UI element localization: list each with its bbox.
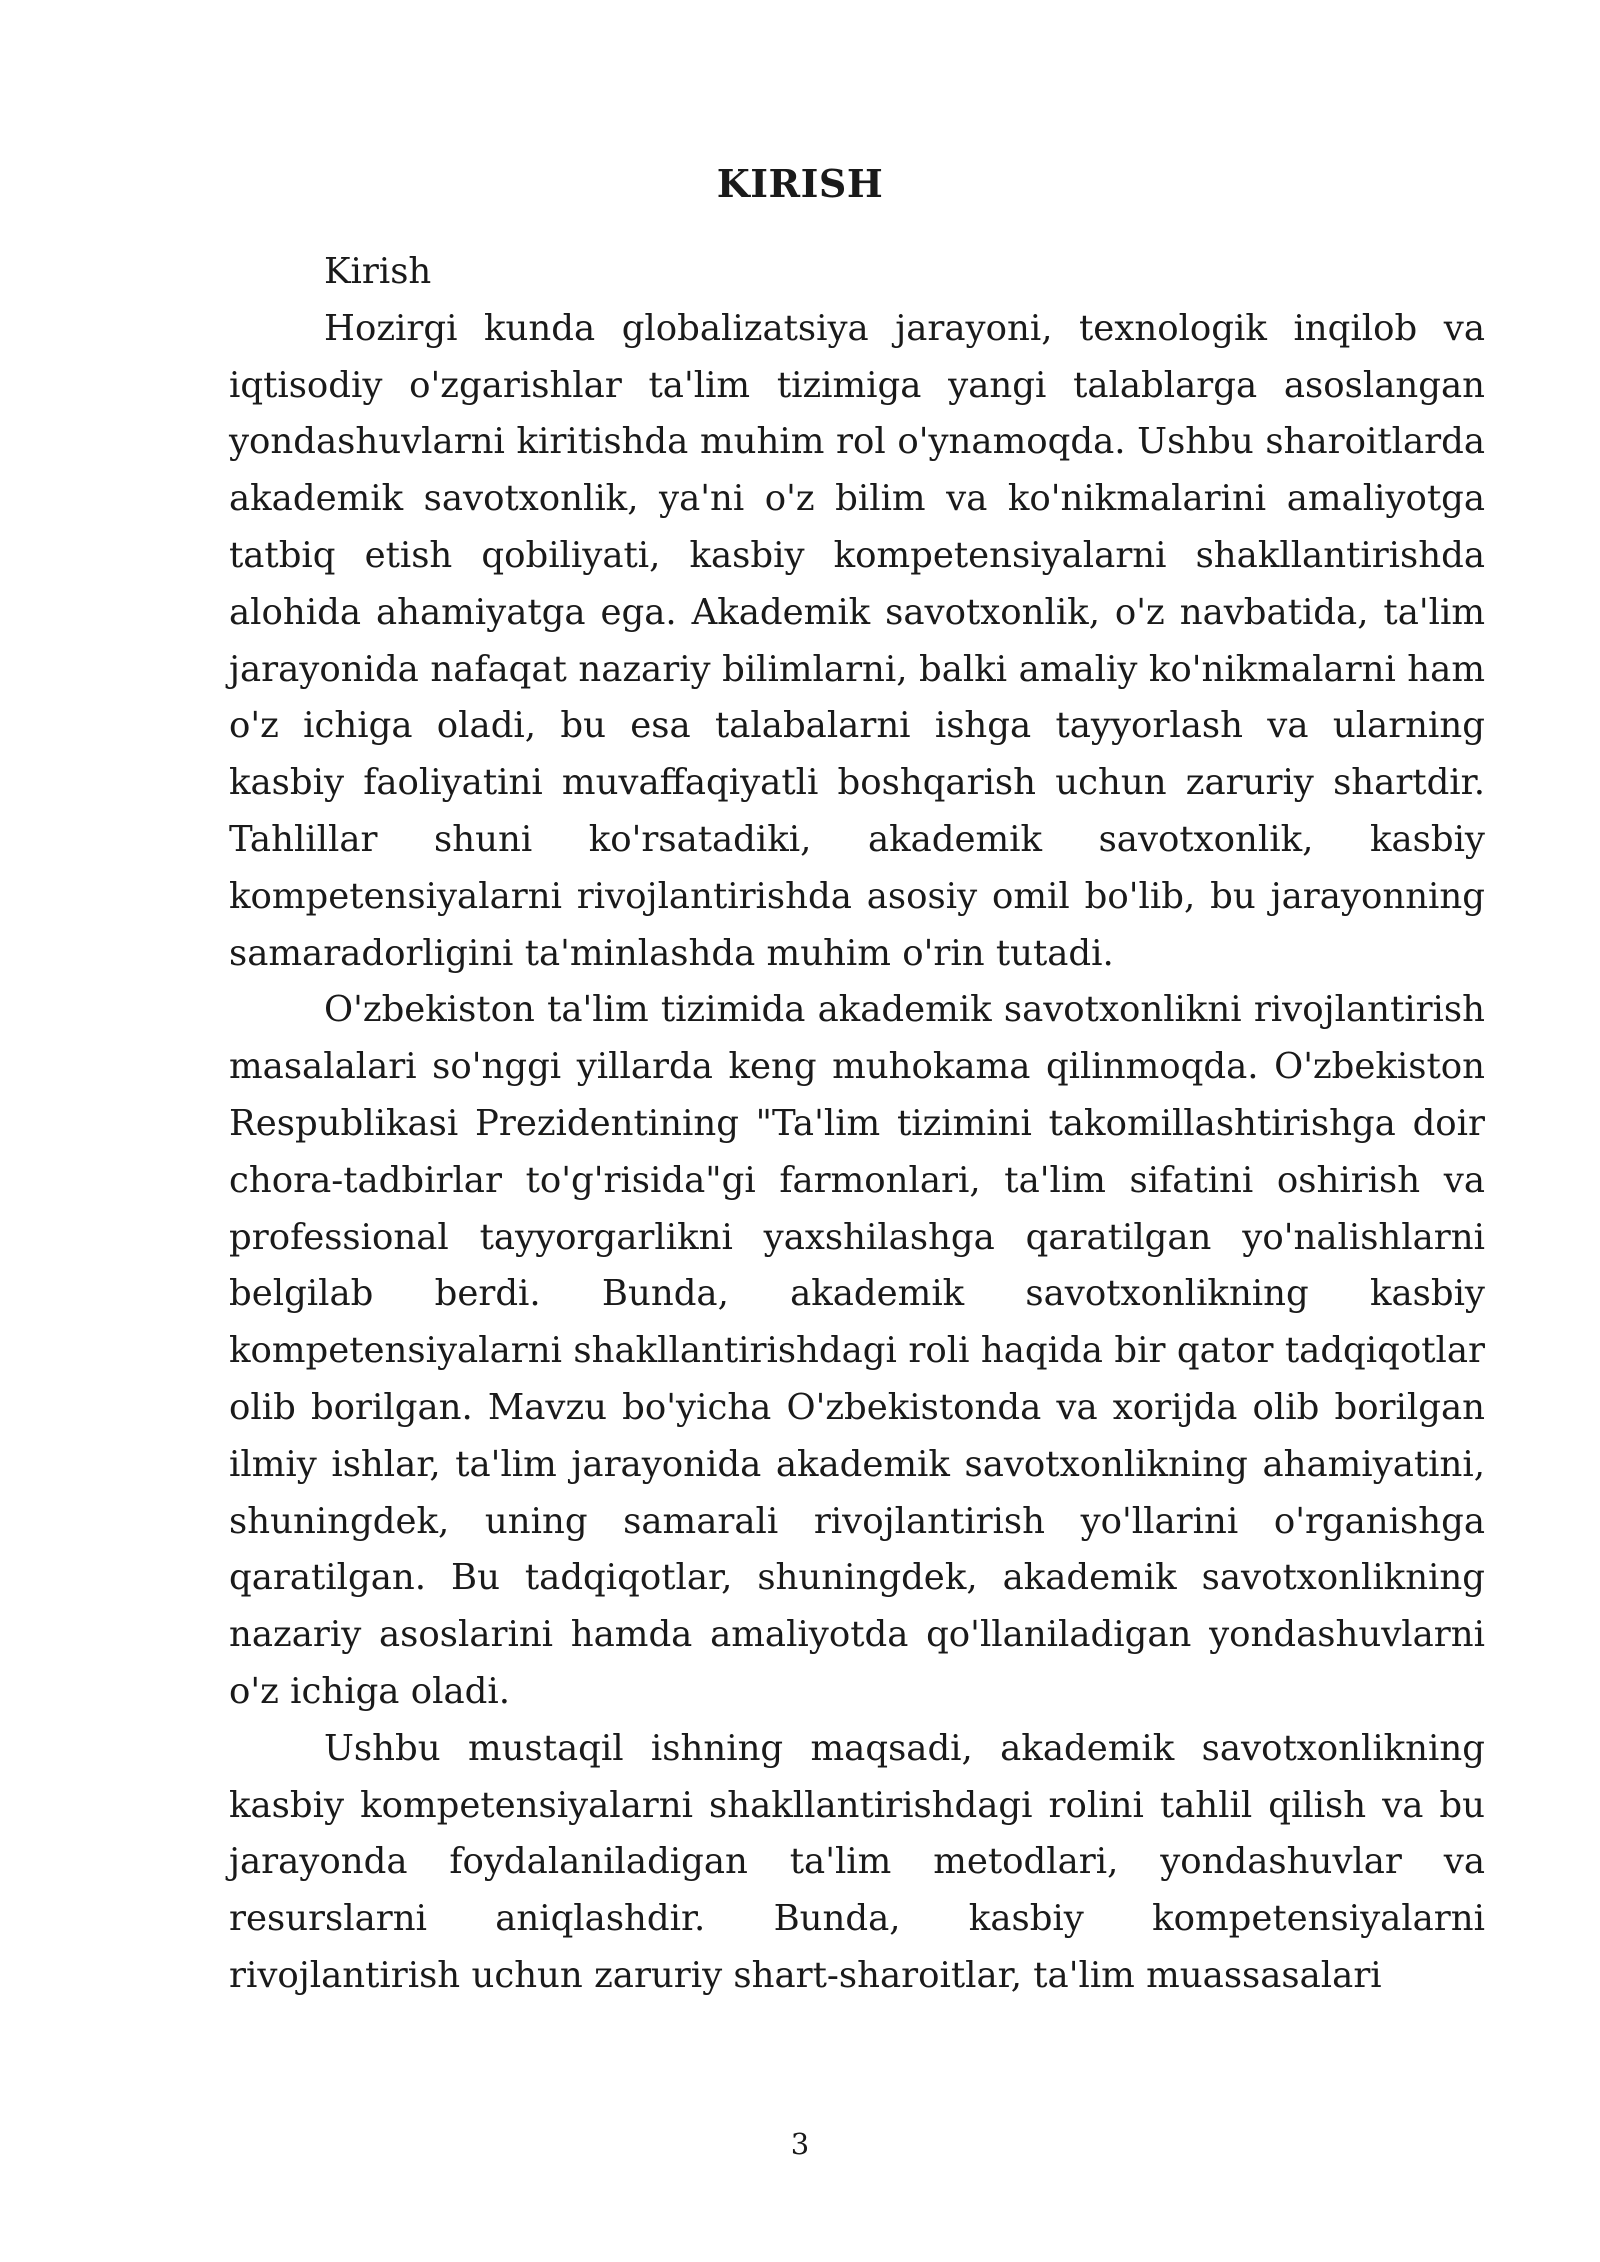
paragraph-intro-label: Kirish	[324, 251, 432, 292]
body-text	[229, 244, 1485, 2005]
section-heading: KIRISH	[716, 161, 884, 206]
page-number: 3	[790, 2127, 810, 2161]
paragraph-1: Hozirgi kunda globalizatsiya jarayoni, texnologik inqilob va iqtisodiy o'zgarishlar ta'lim tizimiga yangi talablarga asoslangan yondashuvlarni kiritishda muhim rol o'ynamoqda. Ushbu sharoitlarda akademik savotxonlik, ya'ni o'z bilim va ko'nikmalarini amaliyotga tatbiq etish qobiliyati, kasbiy kompetensiyalarni shakllantirishda alohida ahamiyatga ega. Akademik savotxonlik, o'z navbatida, ta'lim jarayonida nafaqat nazariy bilimlarni, balki amaliy ko'nikmalarni ham o'z ichiga oladi, bu esa talabalarni ishga tayyorlash va ularning kasbiy faoliyatini muvaffaqiyatli boshqarish uchun zaruriy shartdir. Tahlillar shuni ko'rsatadiki, akademik savotxonlik, kasbiy kompetensiyalarni rivojlantirishda asosiy omil bo'lib, bu jarayonning samaradorligini ta'minlashda muhim o'rin tutadi.	[229, 307, 1485, 974]
paragraph-3: Ushbu mustaqil ishning maqsadi, akademik savotxonlikning kasbiy kompetensiyalarni shakllantirishdagi rolini tahlil qilish va bu jarayonda foydalaniladigan ta'lim metodlari, yondashuvlar va resurslarni aniqlashdir. Bunda, kasbiy kompetensiyalarni rivojlantirish uchun zaruriy shart-sharoitlar, ta'lim muassasalari	[229, 1727, 1485, 1996]
paragraph-2: O'zbekiston ta'lim tizimida akademik savotxonlikni rivojlantirish masalalari so'nggi yillarda keng muhokama qilinmoqda. O'zbekiston Respublikasi Prezidentining "Ta'lim tizimini takomillashtirishga doir chora-tadbirlar to'g'risida"gi farmonlari, ta'lim sifatini oshirish va professional tayyorgarlikni yaxshilashga qaratilgan yo'nalishlarni belgilab berdi. Bunda, akademik savotxonlikning kasbiy kompetensiyalarni shakllantirishdagi roli haqida bir qator tadqiqotlar olib borilgan. Mavzu bo'yicha O'zbekistonda va xorijda olib borilgan ilmiy ishlar, ta'lim jarayonida akademik savotxonlikning ahamiyatini, shuningdek, uning samarali rivojlantirish yo'llarini o'rganishga qaratilgan. Bu tadqiqotlar, shuningdek, akademik savotxonlikning nazariy asoslarini hamda amaliyotda qo'llaniladigan yondashuvlarni o'z ichiga oladi.	[229, 989, 1485, 1712]
